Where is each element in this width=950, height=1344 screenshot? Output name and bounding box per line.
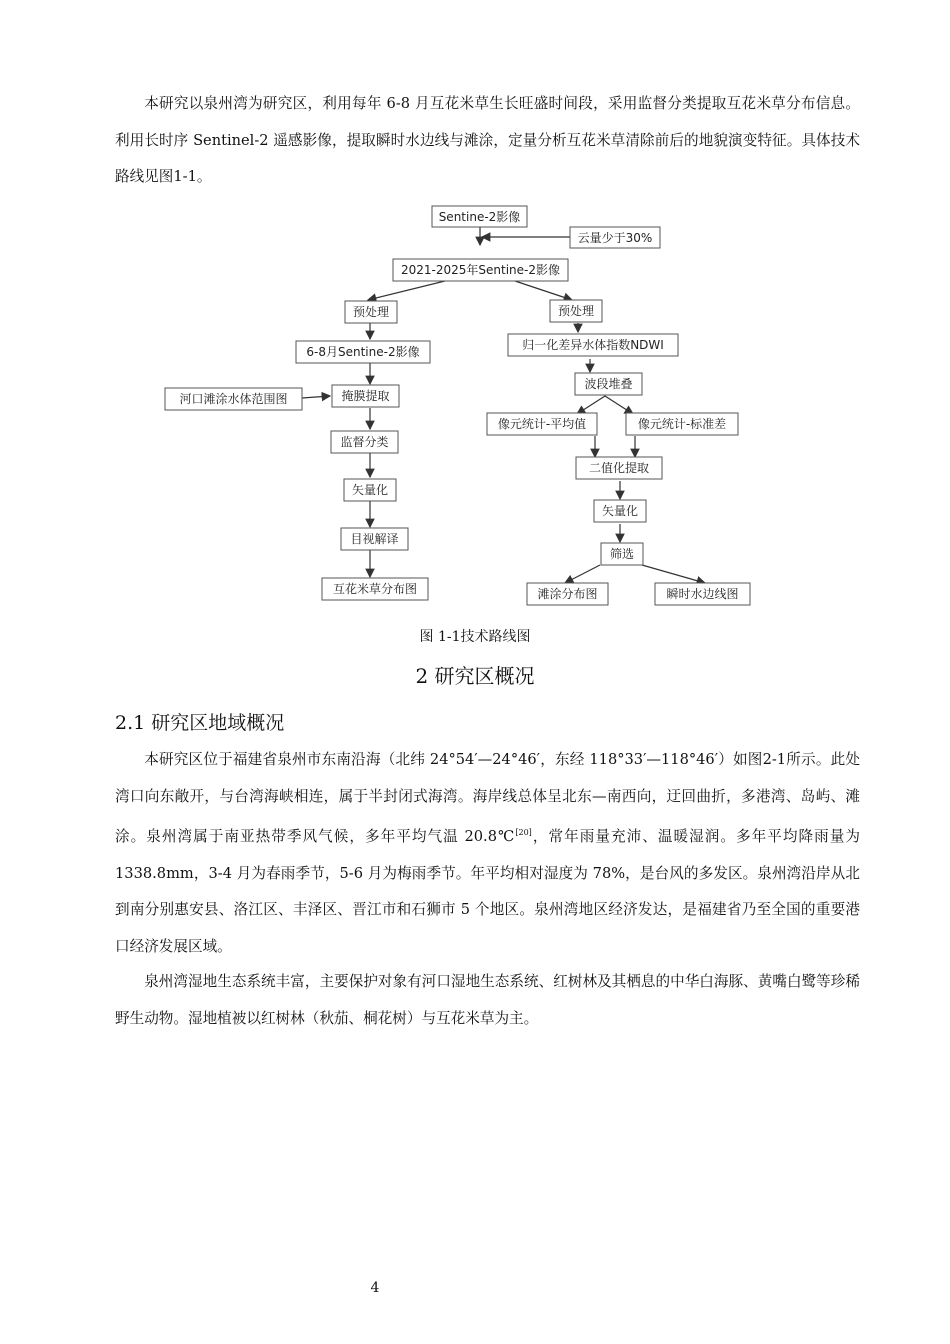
box-stack: 波段堆叠	[584, 377, 633, 391]
box-spartina-map: 互花米草分布图	[332, 582, 418, 596]
box-filter: 筛选	[609, 547, 635, 561]
box-right-preprocess: 预处理	[557, 304, 595, 318]
box-left-preprocess: 预处理	[352, 305, 390, 319]
section-title: 2 研究区概况	[415, 664, 535, 688]
box-mean: 像元统计-平均值	[497, 417, 587, 431]
wetland-paragraph: 泉州湾湿地生态系统丰富，主要保护对象有河口湿地生态系统、红树林及其栖息的中华白海豚、黄嘴白鹭等珍稀野生动物。湿地植被以红树林（秋茄、桐花树）与互花米草为主。	[115, 973, 860, 1027]
technical-route-flowchart	[160, 203, 760, 613]
study-area-paragraph	[115, 742, 860, 965]
figure-caption: 图 1-1技术路线图	[419, 629, 531, 645]
box-estuary-mask: 河口滩涂水体范围图	[179, 392, 288, 406]
box-supervised: 监督分类	[340, 435, 389, 449]
box-ndwi: 归一化差异水体指数NDWI	[522, 338, 664, 352]
study-area-text-2: ，常年雨量充沛、温暖湿润。多年平均降雨量为 1338.8mm，3-4 月为春雨季节，5-6 月为梅雨季节。年平均相对湿度为 78%，是台风的多发区。泉州湾沿岸从北到南分别惠安县、洛江区、丰泽区、晋江市和石狮市 5 个地区。泉州湾地区经济发达，是福建省乃至全国的重要港口经济发展区域。	[115, 828, 860, 955]
box-left-vectorize: 矢量化	[351, 483, 389, 497]
box-binarize: 二值化提取	[588, 461, 650, 475]
page-number: 4	[370, 1280, 380, 1296]
box-waterline: 瞬时水边线图	[666, 587, 739, 601]
intro-paragraph: 本研究以泉州湾为研究区，利用每年 6-8 月互花米草生长旺盛时间段，采用监督分类提取互花米草分布信息。利用长时序 Sentinel-2 遥感影像，提取瞬时水边线与滩涂，定量分析互花米草清除前后的地貌演变特征。具体技术路线见图1-1。	[115, 95, 860, 185]
study-area-text-1: 本研究区位于福建省泉州市东南沿海（北纬 24°54′—24°46′，东经 118°33′—118°46′）如图2-1所示。此处湾口向东敞开，与台湾海峡相连，属于半封闭式海湾。海岸线总体呈北东—南西向，迂回曲折，多港湾、岛屿、滩涂。泉州湾属于南亚热带季风气候，多年平均气温 20.8℃	[115, 751, 860, 845]
box-mask-extract: 掩膜提取	[341, 389, 390, 403]
box-source: Sentine-2影像	[438, 210, 521, 224]
box-right-vectorize: 矢量化	[601, 504, 639, 518]
box-cloud: 云量少于30%	[577, 231, 653, 245]
box-visual: 目视解译	[350, 532, 399, 546]
box-summer-images: 6-8月Sentine-2影像	[306, 345, 420, 359]
box-std: 像元统计-标准差	[637, 417, 727, 431]
box-series: 2021-2025年Sentine-2影像	[400, 263, 561, 277]
citation: [20]	[515, 828, 532, 837]
subsection-title: 2.1 研究区地域概况	[115, 712, 285, 734]
box-tidal-flat: 滩涂分布图	[537, 587, 598, 601]
